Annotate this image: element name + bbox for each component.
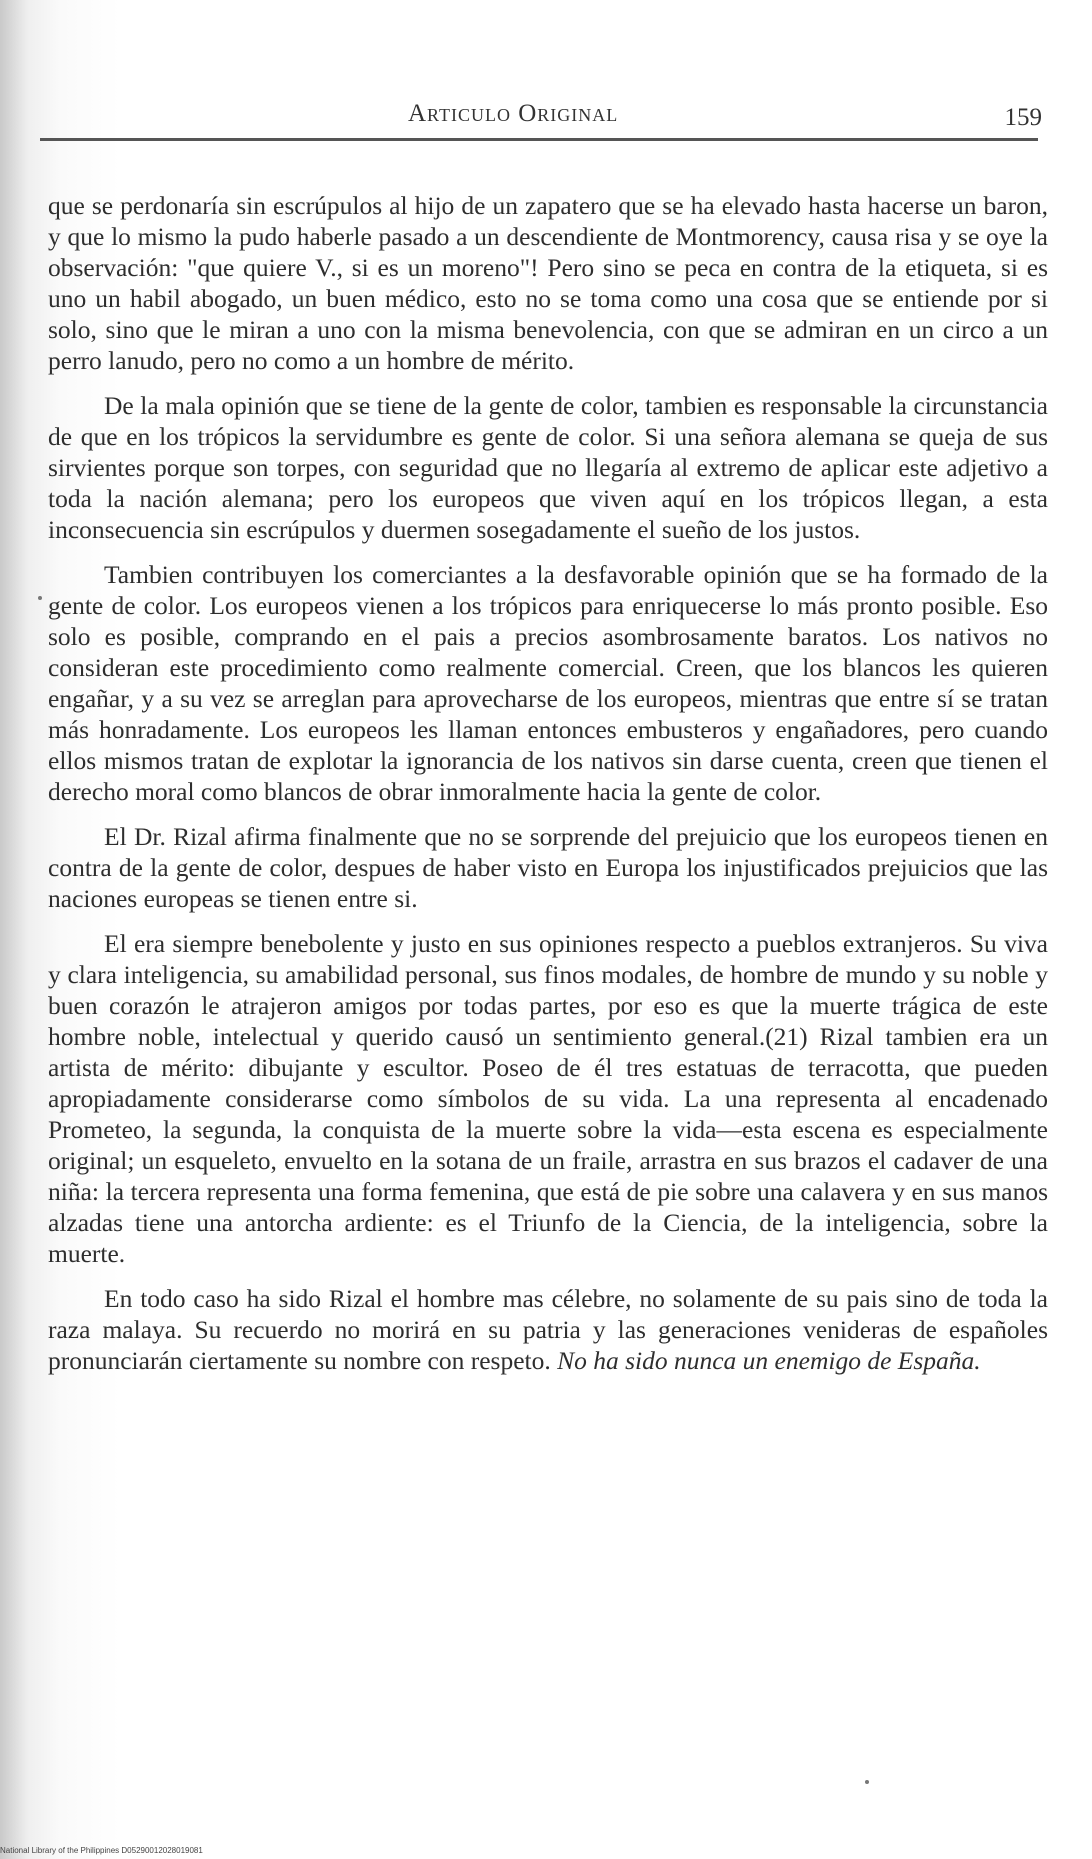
footer-credit: National Library of the Philippines D05290012028019081 [0, 1846, 203, 1855]
running-head: Articulo Original [408, 100, 619, 127]
paragraph-5: El era siempre benebolente y justo en sus opiniones respecto a pueblos extranjeros. Su viva y clara inteligencia, su amabilidad personal, sus finos modales, de hombre de mundo y su noble y buen corazón le atrajeron amigos por todas partes, por eso es que la muerte trágica de este hombre noble, intelectual y querido causó un sentimiento general.(21) Rizal tambien era un artista de mérito: dibujante y escultor. Poseo de él tres estatuas de terracotta, que pueden apropiadamente considerarse como símbolos de su vida. La una representa al encadenado Prometeo, la segunda, la conquista de la muerte sobre la vida—esta escena es especialmente original; un esqueleto, envuelto en la sotana de un fraile, arrastra en sus brazos el cadaver de una niña: la tercera representa una forma femenina, que está de pie sobre una calavera y en sus manos alzadas tiene una antorcha ardiente: es el Triunfo de la Ciencia, de la inteligencia, sobre la muerte. [48, 929, 1048, 1268]
page-header [40, 92, 1050, 140]
article-body [48, 190, 1048, 1390]
paragraph-1: que se perdonaría sin escrúpulos al hijo de un zapatero que se ha elevado hasta hacerse un baron, y que lo mismo la pudo haberle pasado a un descendiente de Montmorency, causa risa y se oye la observación: "que quiere V., si es un moreno"! Pero sino se peca en contra de la etiqueta, si es uno un habil abogado, un buen médico, esto no se toma como una cosa que se entiende por si solo, sino que le miran a uno con la misma benevolencia, con que se admiran en un circo a un perro lanudo, pero no como a un hombre de mérito. [48, 191, 1048, 375]
paragraph-6 [48, 1283, 1048, 1376]
scan-speck [38, 596, 42, 600]
page-number: 159 [1004, 104, 1042, 131]
paragraph-6-text: En todo caso ha sido Rizal el hombre mas célebre, no solamente de su pais sino de toda la raza malaya. Su recuerdo no morirá en su patria y las generaciones venideras de españoles pronunciarán ciertamente su nombre con respeto. [48, 1284, 1048, 1375]
paragraph-6-italic: No ha sido nunca un enemigo de España. [557, 1346, 981, 1375]
paragraph-4: El Dr. Rizal afirma finalmente que no se sorprende del prejuicio que los europeos tienen en contra de la gente de color, despues de haber visto en Europa los injustificados prejuicios que las naciones europeas se tienen entre si. [48, 822, 1048, 913]
paragraph-2: De la mala opinión que se tiene de la gente de color, tambien es responsable la circunstancia de que en los trópicos la servidumbre es gente de color. Si una señora alemana se queja de sus sirvientes porque son torpes, con seguridad que no llegaría al extremo de aplicar este adjetivo a toda la nación alemana; pero los europeos que viven aquí en los trópicos llegan, a esta inconsecuencia sin escrúpulos y duermen sosegadamente el sueño de los justos. [48, 391, 1048, 544]
paragraph-3: Tambien contribuyen los comerciantes a la desfavorable opinión que se ha formado de la gente de color. Los europeos vienen a los trópicos para enriquecerse lo más pronto posible. Eso solo es posible, comprando en el pais a precios asombrosamente baratos. Los nativos no consideran este procedimiento como realmente comercial. Creen, que los blancos les quieren engañar, y a su vez se arreglan para aprovecharse de los europeos, mientras que entre sí se tratan más honradamente. Los europeos les llaman entonces embusteros y engañadores, pero cuando ellos mismos tratan de explotar la ignorancia de los nativos sin darse cuenta, creen que tienen el derecho moral como blancos de obrar inmoralmente hacia la gente de color. [48, 560, 1048, 806]
scan-speck [865, 1780, 869, 1784]
header-rule [40, 138, 1038, 141]
